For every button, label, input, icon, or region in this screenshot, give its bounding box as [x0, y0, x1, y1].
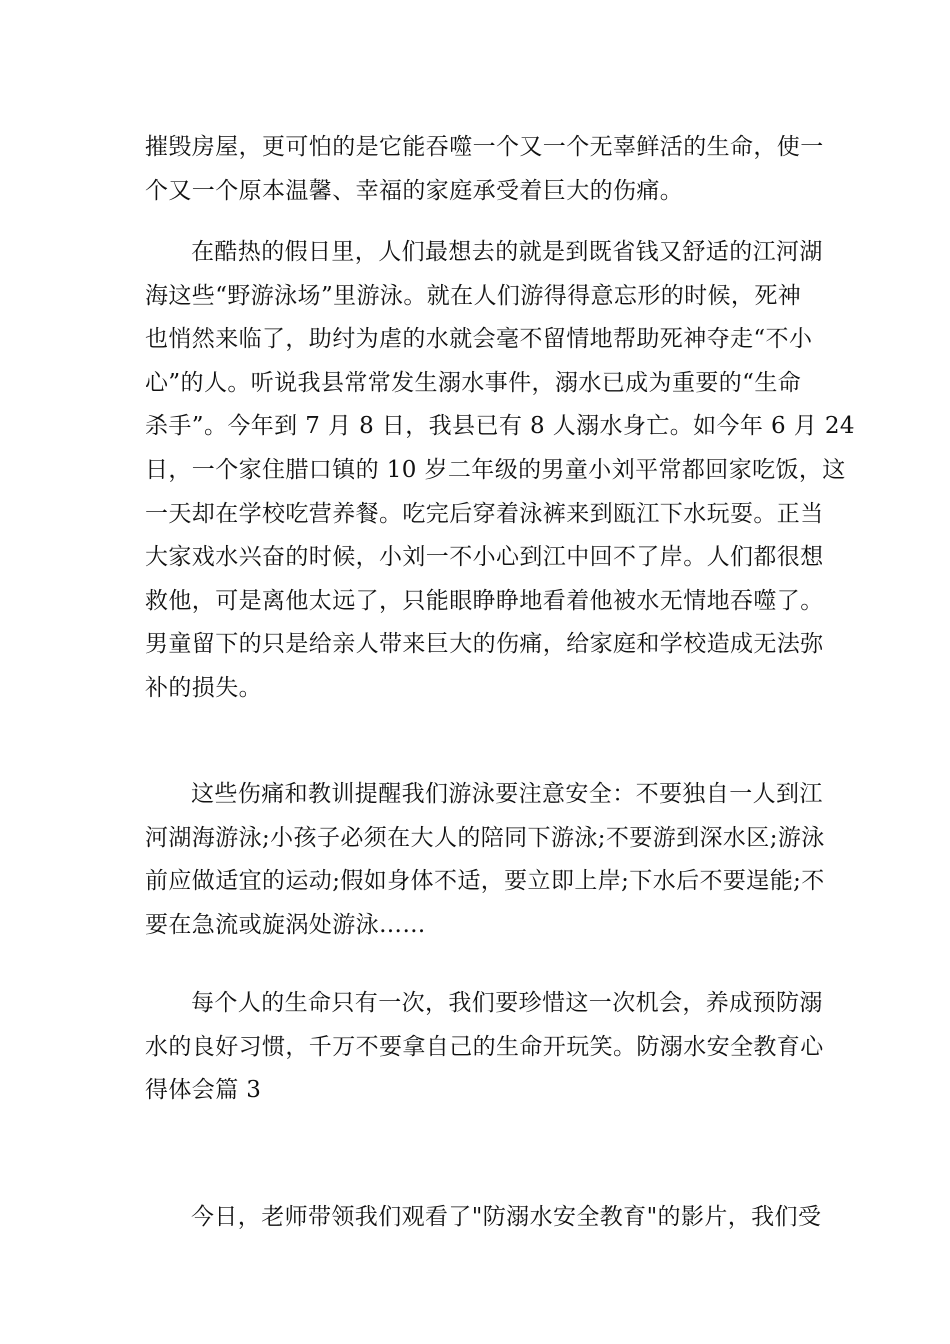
text-line: 每个人的生命只有一次，我们要珍惜这一次机会，养成预防溺	[191, 990, 823, 1016]
text-line: 这些伤痛和教训提醒我们游泳要注意安全：不要独自一人到江	[191, 781, 823, 807]
text-line: 一天却在学校吃营养餐。吃完后穿着泳裤来到瓯江下水玩耍。正当	[145, 500, 824, 527]
text-line: 救他，可是离他太远了，只能眼睁睁地看着他被水无情地吞噬了。	[145, 587, 824, 614]
paragraph-3	[145, 773, 825, 947]
paragraph-5	[145, 1196, 822, 1240]
paragraph-1	[145, 126, 824, 213]
text-line: 今日，老师带领我们观看了"防溺水安全教育"的影片，我们受	[191, 1204, 822, 1230]
paragraph-4	[145, 982, 824, 1113]
text-line: 海这些“野游泳场”里游泳。就在人们游得得意忘形的时候，死神	[145, 282, 802, 309]
text-line: 水的良好习惯，千万不要拿自己的生命开玩笑。防溺水安全教育心	[145, 1033, 824, 1060]
text-line: 男童留下的只是给亲人带来巨大的伤痛，给家庭和学校造成无法弥	[145, 631, 824, 658]
text-line: 补的损失。	[145, 674, 262, 701]
text-line: 得体会篇 3	[145, 1077, 262, 1104]
text-line: 也悄然来临了，助纣为虐的水就会毫不留情地帮助死神夺走“不小	[145, 326, 813, 353]
text-line: 要在急流或旋涡处游泳……	[145, 911, 426, 938]
text-line: 河湖海游泳;小孩子必须在大人的陪同下游泳;不要游到深水区;游泳	[145, 824, 825, 851]
text-line: 个又一个原本温馨、幸福的家庭承受着巨大的伤痛。	[145, 177, 684, 204]
text-line: 日，一个家住腊口镇的 10 岁二年级的男童小刘平常都回家吃饭，这	[145, 456, 846, 483]
text-line: 前应做适宜的运动;假如身体不适，要立即上岸;下水后不要逞能;不	[145, 868, 825, 895]
text-line: 在酷热的假日里，人们最想去的就是到既省钱又舒适的江河湖	[191, 239, 823, 265]
paragraph-2	[145, 231, 855, 711]
text-line: 杀手”。今年到 7 月 8 日，我县已有 8 人溺水身亡。如今年 6 月 24	[145, 413, 855, 440]
text-line: 心”的人。听说我县常常发生溺水事件，溺水已成为重要的“生命	[145, 369, 802, 396]
text-line: 摧毁房屋，更可怕的是它能吞噬一个又一个无辜鲜活的生命，使一	[145, 134, 824, 160]
text-line: 大家戏水兴奋的时候，小刘一不小心到江中回不了岸。人们都很想	[145, 544, 824, 571]
